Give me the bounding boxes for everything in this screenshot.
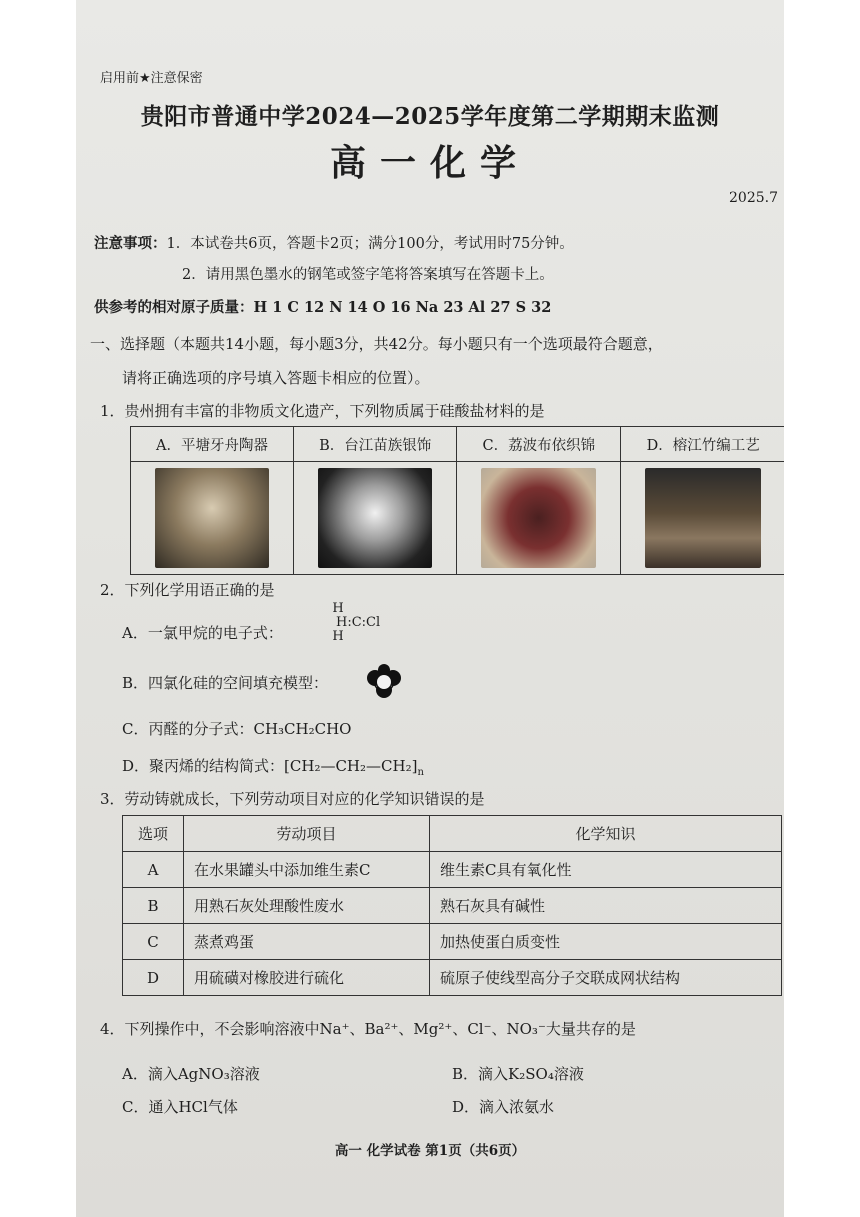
q2-option-c: C．丙醛的分子式：CH₃CH₂CHO bbox=[122, 720, 352, 738]
section-heading: 一、选择题（本题共14小题，每小题3分，共42分。每小题只有一个选项最符合题意， bbox=[90, 335, 663, 353]
row-c-knowledge: 加热使蛋白质变性 bbox=[430, 924, 782, 960]
pottery-photo bbox=[155, 468, 269, 568]
q1-option-d: D．榕江竹编工艺 bbox=[621, 427, 784, 462]
notice-line-1 bbox=[94, 232, 574, 253]
atomic-masses bbox=[94, 296, 551, 317]
notice-item-1: 1．本试卷共6页，答题卡2页；满分100分，考试用时75分钟。 bbox=[166, 236, 574, 252]
q1-image-cell-d bbox=[621, 462, 784, 575]
row-a-option: A bbox=[123, 852, 184, 888]
space-filling-model-icon bbox=[366, 664, 402, 698]
q2-option-a: A．一氯甲烷的电子式： bbox=[122, 624, 283, 642]
q3-table bbox=[122, 815, 782, 996]
exam-date: 2025.7 bbox=[729, 190, 778, 206]
row-b-labor: 用熟石灰处理酸性废水 bbox=[184, 888, 430, 924]
q1-options-table bbox=[130, 426, 784, 575]
q4-ions: Na⁺、Ba²⁺、Mg²⁺、Cl⁻、NO₃⁻ bbox=[319, 1020, 546, 1038]
q1-stem: 1．贵州拥有丰富的非物质文化遗产，下列物质属于硅酸盐材料的是 bbox=[100, 402, 545, 420]
q2-option-b: B．四氯化硅的空间填充模型： bbox=[122, 674, 329, 692]
notice-item-2: 2．请用黑色墨水的钢笔或签字笔将答案填写在答题卡上。 bbox=[182, 267, 554, 283]
q3-stem: 3．劳动铸就成长，下列劳动项目对应的化学知识错误的是 bbox=[100, 790, 485, 808]
confidential-note: 启用前★注意保密 bbox=[100, 71, 203, 86]
row-b-knowledge: 熟石灰具有碱性 bbox=[430, 888, 782, 924]
q1-image-cell-b bbox=[294, 462, 457, 575]
q4-option-b: B．滴入K₂SO₄溶液 bbox=[452, 1065, 584, 1083]
formula-middle: H:C:Cl bbox=[336, 615, 381, 630]
table-row bbox=[123, 924, 782, 960]
brocade-photo bbox=[481, 468, 596, 568]
row-a-labor: 在水果罐头中添加维生素C bbox=[184, 852, 430, 888]
atomic-masses-values: H 1 C 12 N 14 O 16 Na 23 Al 27 S 32 bbox=[253, 299, 552, 316]
exam-title: 贵阳市普通中学2024—2025学年度第二学期期末监测 bbox=[140, 103, 720, 130]
row-d-labor: 用硫磺对橡胶进行硫化 bbox=[184, 960, 430, 996]
header-labor: 劳动项目 bbox=[184, 816, 430, 852]
row-d-knowledge: 硫原子使线型高分子交联成网状结构 bbox=[430, 960, 782, 996]
q1-option-c: C．荔波布依织锦 bbox=[457, 427, 621, 462]
row-b-option: B bbox=[123, 888, 184, 924]
q4-option-d: D．滴入浓氨水 bbox=[452, 1098, 555, 1116]
polymer-n: n bbox=[417, 767, 424, 778]
q4-stem-suffix: 大量共存的是 bbox=[545, 1020, 636, 1038]
polymer-formula: [CH₂—CH₂—CH₂] bbox=[284, 757, 418, 775]
q1-option-a: A．平塘牙舟陶器 bbox=[131, 427, 294, 462]
subject-title: 高一化学 bbox=[329, 142, 530, 184]
q1-image-cell-a bbox=[131, 462, 294, 575]
silver-ornament-photo bbox=[318, 468, 432, 568]
row-c-labor: 蒸煮鸡蛋 bbox=[184, 924, 430, 960]
q4-stem-prefix: 4．下列操作中，不会影响溶液中 bbox=[100, 1020, 320, 1038]
exam-paper bbox=[76, 0, 784, 1217]
header-option: 选项 bbox=[123, 816, 184, 852]
table-row bbox=[123, 888, 782, 924]
row-d-option: D bbox=[123, 960, 184, 996]
row-c-option: C bbox=[123, 924, 184, 960]
q4-option-c: C．通入HCl气体 bbox=[122, 1098, 238, 1116]
q2-stem: 2．下列化学用语正确的是 bbox=[100, 581, 275, 599]
atomic-masses-label: 供参考的相对原子质量： bbox=[94, 299, 254, 316]
formula-bottom-h: H bbox=[332, 629, 344, 644]
q4-stem bbox=[100, 1018, 636, 1039]
q1-option-b: B．台江苗族银饰 bbox=[294, 427, 457, 462]
section-heading-cont: 请将正确选项的序号填入答题卡相应的位置）。 bbox=[122, 369, 430, 387]
notice-label: 注意事项： bbox=[94, 235, 167, 252]
q2-option-d-label: D．聚丙烯的结构简式： bbox=[122, 757, 285, 775]
row-a-knowledge: 维生素C具有氧化性 bbox=[430, 852, 782, 888]
table-row bbox=[123, 960, 782, 996]
chloromethane-electron-formula bbox=[318, 601, 381, 644]
table-header-row bbox=[123, 816, 782, 852]
q2-option-d bbox=[122, 755, 424, 778]
q1-image-cell-c bbox=[457, 462, 621, 575]
q4-option-a: A．滴入AgNO₃溶液 bbox=[122, 1065, 260, 1083]
bamboo-cage-photo bbox=[645, 468, 761, 568]
header-knowledge: 化学知识 bbox=[430, 816, 782, 852]
formula-top-h: H bbox=[332, 601, 344, 616]
page-footer: 高一 化学试卷 第1页（共6页） bbox=[334, 1143, 526, 1159]
table-row bbox=[123, 852, 782, 888]
